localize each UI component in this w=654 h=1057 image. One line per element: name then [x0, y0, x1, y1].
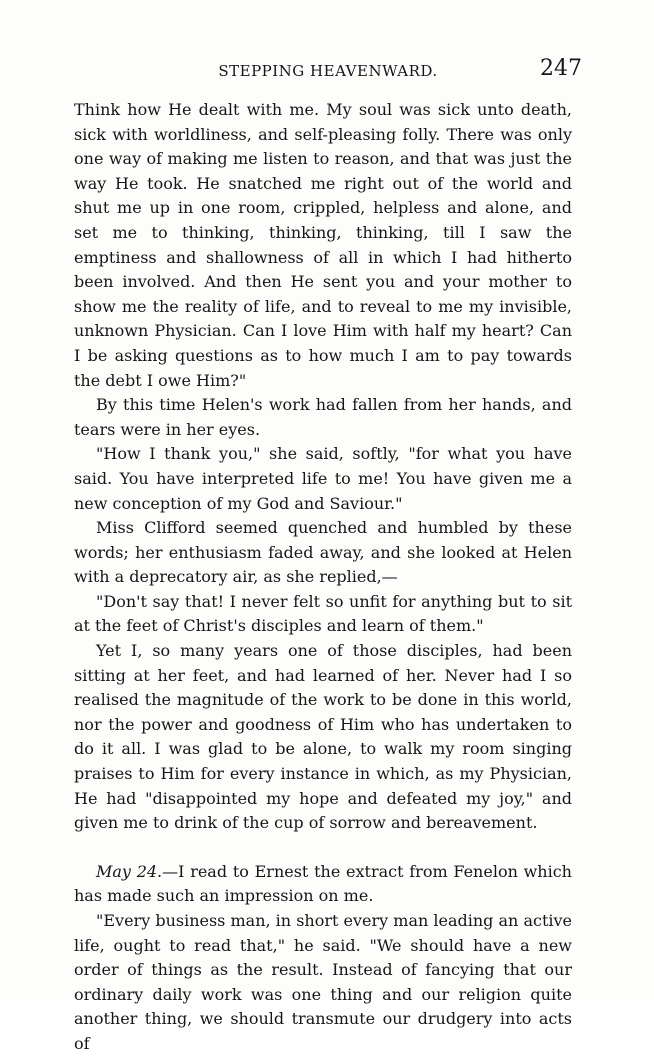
section-break [74, 836, 572, 860]
entry-date: May 24. [96, 861, 163, 881]
page-header [74, 56, 582, 88]
paragraph-4: Miss Clifford seemed quenched and humbled by these words; her enthusiasm faded away, and she looked at Helen with a deprecatory air, as she replied,— [74, 518, 572, 587]
page-number: 247 [540, 56, 582, 81]
paragraph-2: By this time Helen's work had fallen from her hands, and tears were in her eyes. [74, 395, 572, 439]
closing-paragraph: "Every business man, in short every man leading an active life, ought to read that," he said. "We should have a new order of things as the result. Instead of fancying that our ordinary daily work was one thing and our religion quite another thing, we should transmute our drudgery into acts of [74, 911, 572, 1053]
entry-text: —I read to Ernest the extract from Fenelon which has made such an impression on me. [74, 861, 572, 906]
dated-entry-paragraph [74, 860, 572, 909]
paragraph-3: "How I thank you," she said, softly, "for what you have said. You have interpreted life to me! You have given me a new conception of my God and Saviour." [74, 444, 572, 513]
paragraph-5: "Don't say that! I never felt so unfit for anything but to sit at the feet of Christ's disciples and learn of them." [74, 591, 572, 636]
paragraph-6: Yet I, so many years one of those disciples, had been sitting at her feet, and had learned of her. Never had I so realised the magnitude of the work to be done in this world, nor the power and goodness of Him who has undertaken to do it all. I was glad to be alone, to walk my room singing praises to Him for every instance in which, as my Physician, He had "disappointed my hope and defeated my joy," and given me to drink of the cup of sorrow and bereavement. [74, 641, 572, 833]
running-title: STEPPING HEAVENWARD. [218, 62, 438, 80]
paragraph-1: Think how He dealt with me. My soul was sick unto death, sick with worldliness, and self-pleasing folly. There was only one way of making me listen to reason, and that was just the way He took. He snatched me right out of the world and shut me up in one room, crippled, helpless and alone, and set me to thinking, thinking, thinking, till I saw the emptiness and shallowness of all in which I had hitherto been involved. And then He sent you and your mother to show me the reality of life, and to reveal to me my invisible, unknown Physician. Can I love Him with half my heart? Can I be asking questions as to how much I am to pay towards the debt I owe Him?" [74, 100, 572, 390]
page-body [74, 98, 572, 1057]
